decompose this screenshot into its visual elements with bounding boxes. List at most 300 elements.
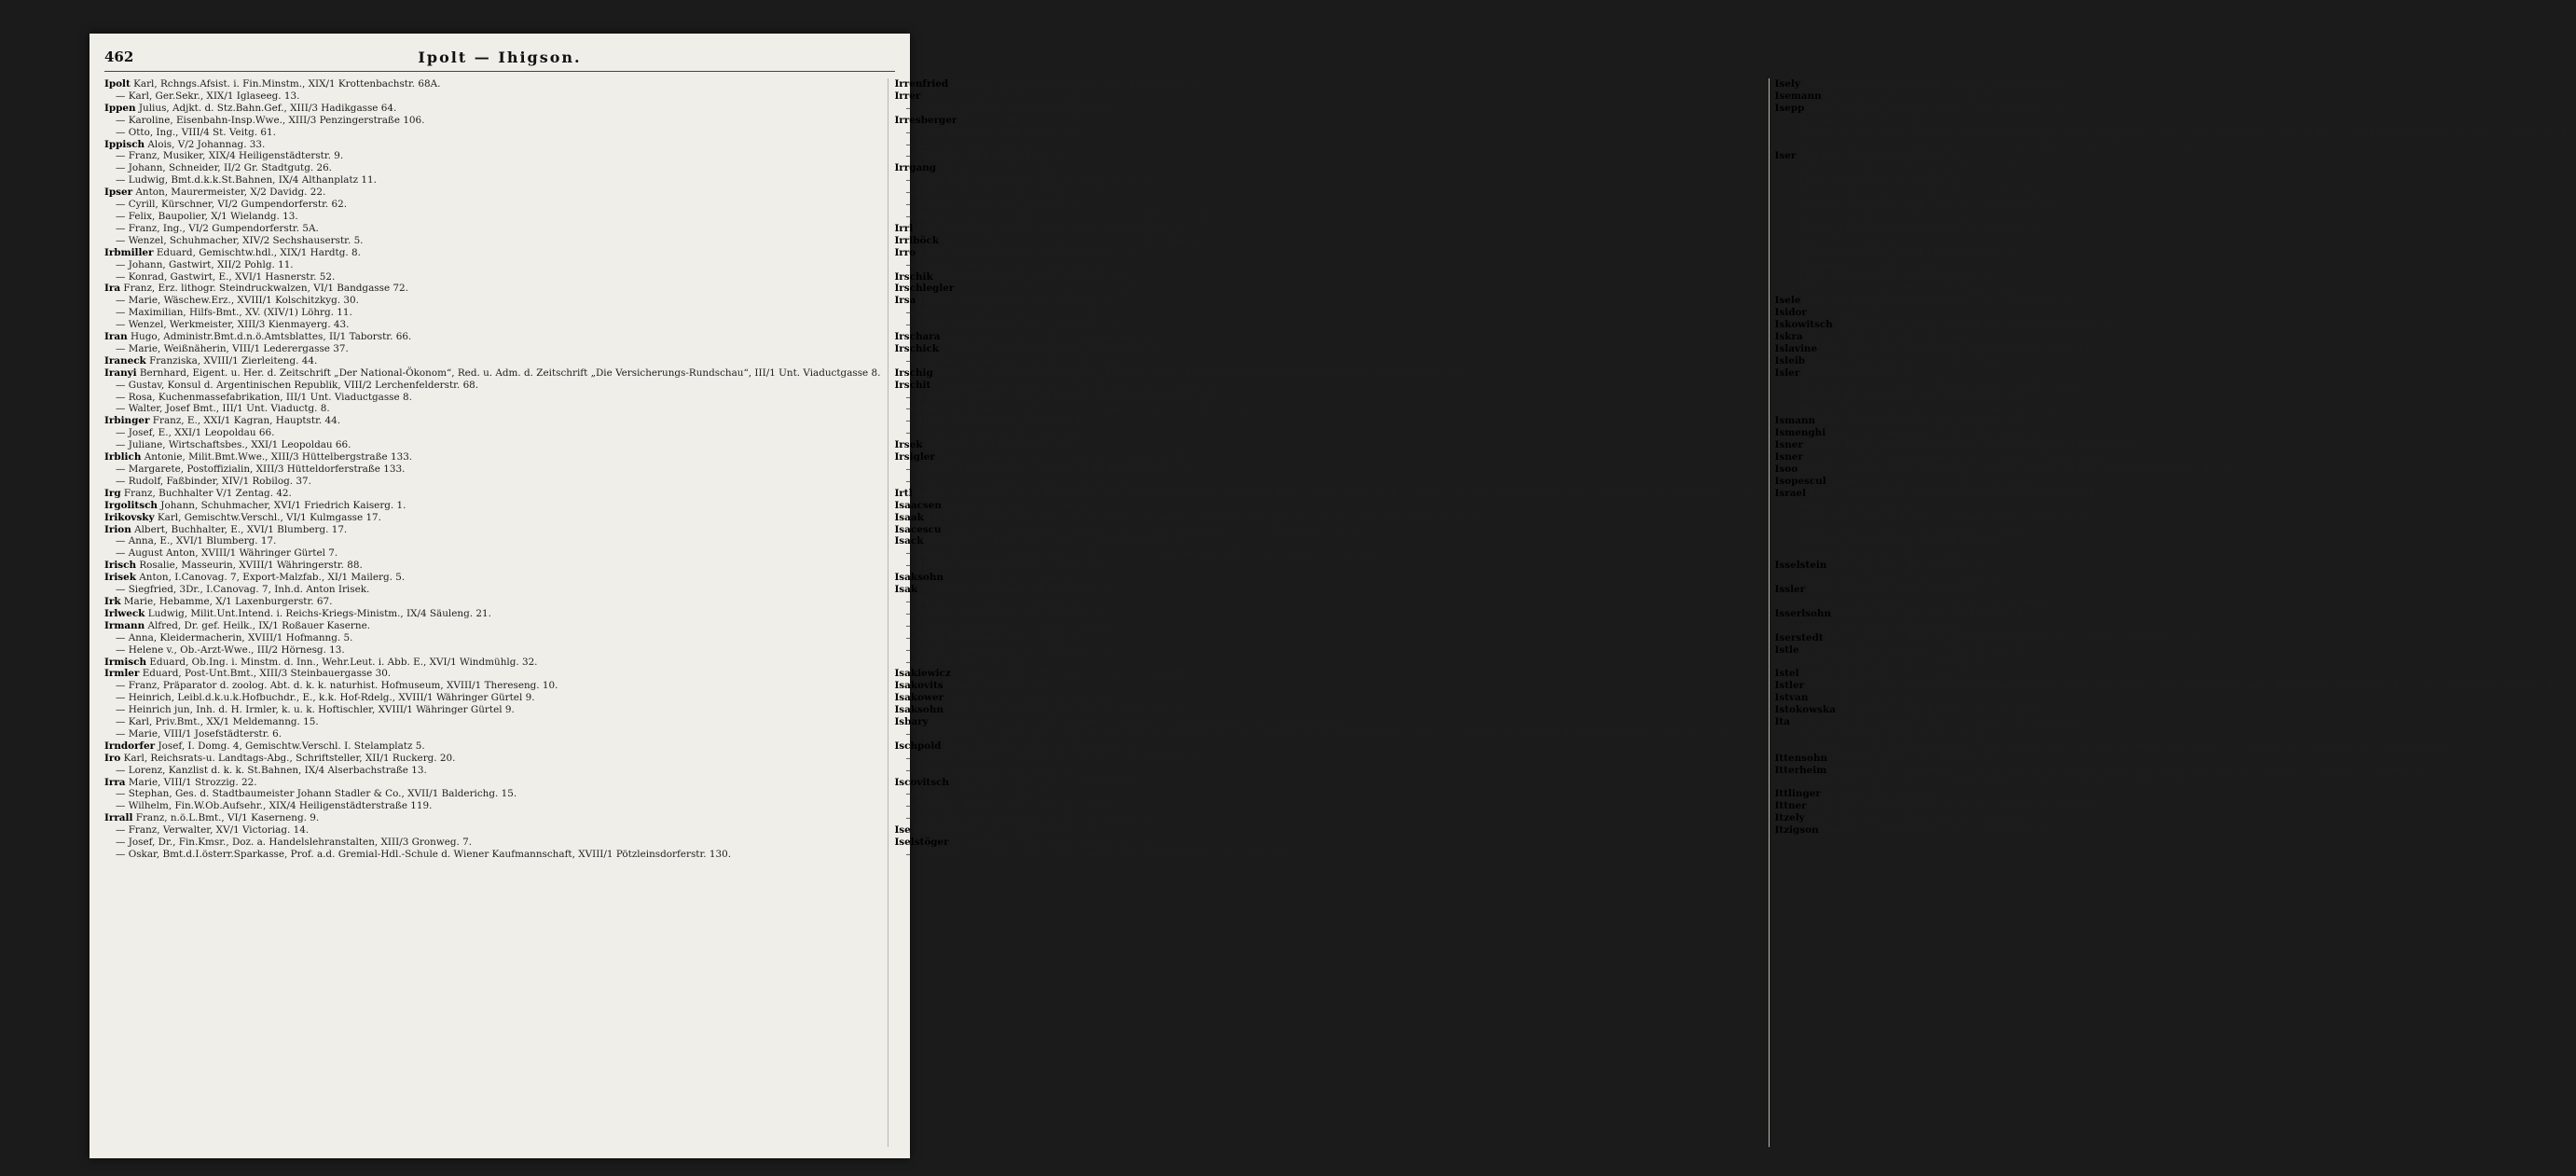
entry-details: Josef (Mathilde), Kaffeesieder, IV/1 Luiseng. 22. (1808, 812, 2044, 824)
entry-details: Aug., Kassier d. NBahn., XIII/3 Anton Langergasse 18. (916, 222, 1184, 234)
directory-entry (894, 162, 1760, 174)
directory-entry (1775, 174, 2576, 187)
entry-details: Matthias, Grundbuchsführer, VIII/1 Tigergasse 33. (951, 78, 1201, 90)
entry-details: — Karl, Buchdruckereiarbeiter, XIV/1 Felberstr. 58. (905, 812, 1159, 824)
directory-entry (104, 753, 880, 765)
directory-entry (104, 403, 880, 415)
entry-details: — Franz, Musiker, XIX/4 Heiligenstädterstr. 9. (116, 150, 344, 162)
entry-details: — Maximilian, Hilfs-Bmt., XV. (XIV/1) Löhrg. 11. (116, 307, 352, 319)
entry-details: — Franz, Oberlehrer, X/1 Seidlg. 35. (1785, 174, 1965, 187)
directory-entry (104, 307, 880, 319)
directory-entry (894, 524, 1760, 536)
entry-details: — Karl Anton, Priv.Bmt., XI/1 Arndtstr. 8. (1785, 114, 1989, 126)
directory-entry (1775, 716, 2576, 728)
entry-details: — Otto, Ing., VIII/4 St. Veitg. 61. (116, 126, 276, 138)
entry-details: Alfred, Dr. gef. Heilk., IX/1 Roßauer Kaserne. (147, 619, 371, 631)
entry-details: Rosa, IV/1 Preßg. 23. (1811, 692, 1916, 704)
directory-entry (894, 837, 1760, 849)
directory-entry (894, 439, 1760, 451)
directory-entry (104, 632, 880, 644)
entry-details: — Franz, Präparator d. zoolog. Abt. d. k. k. naturhist. Hofmuseum, XVIII/1 Thereseng. 10. (116, 680, 558, 692)
entry-details: Karl, Ing., XIX/1 Sieveringerstr. 91. (1825, 90, 1999, 102)
entry-details: Martin, Hufeisenstollen-Erz., XVIII/1 Antonigasse 94. (1803, 78, 2066, 90)
entry-details: Artur, Kanzlist i. Minstm. d. Inn., IX/1 Sobieskig. 25. (1807, 102, 2065, 114)
entry-details: — Lorenz, Eisenpänner, XII/1 Gurkg. 16. (905, 560, 1106, 572)
entry-surname: Isaksohn (894, 704, 944, 716)
directory-entry (1775, 90, 2576, 103)
entry-details: — Cyrill, Kürschner, VI/2 Gumpendorferstr. 62. (116, 199, 348, 211)
directory-entry (104, 247, 880, 259)
directory-entry (1775, 547, 2576, 560)
entry-details: — Johann, Gastwirt, XII/2 Pohlg. 11. (116, 258, 294, 270)
entry-surname: Irmler (104, 668, 140, 680)
directory-entry (104, 704, 880, 716)
entry-details: — Marie, Weißnäherin, VIII/1 Lederergasse 37. (116, 342, 349, 354)
entry-surname: Isselstein (1774, 560, 1827, 572)
entry-surname: Isaksohn (894, 572, 944, 584)
entry-surname: Isakovits (894, 680, 944, 692)
entry-details: — Samuel, Hdl.-Agent, II/1 Scholzg. 18. (1785, 547, 1981, 560)
entry-details: — Oskar, Bmt.d.I.österr.Sparkasse, Prof. a.d. Gremial-Hdl.-Schule d. Wiener Kaufmannschaft, XVIII/1 Pötzleinsdorferstr. 130. (116, 849, 732, 860)
entry-details: Emil, Schuhmacher, XVIII/1 Johann Nepomuk Vogl-Platz 4. (1809, 487, 2098, 499)
entry-details: — Marie, VIII/1 Josefstädterstr. 6. (116, 727, 282, 740)
directory-entry (894, 800, 1760, 812)
entry-surname: Irion (104, 523, 131, 535)
entry-details: Gustav, Fab. f. Sprechmaschinen u. Elektrotechnik, I. Franzensring 22. (1806, 439, 2156, 451)
entry-details: — Helene v., Ob.-Arzt-Wwe., III/2 Hörnesg. 13. (116, 643, 345, 656)
entry-surname: Irk (104, 595, 121, 607)
directory-entry (104, 500, 880, 512)
entry-surname: Irtl (894, 487, 913, 499)
columns (104, 78, 2576, 1147)
entry-details: August, Bmt. d. I. ung. allg. Assek.Ges., XII/1 Fabrikeg. 12. (942, 234, 1233, 246)
entry-details: — Rosa, Schule f. ital. u. franz. Sprache u. f. weibl. Handarbeiten, II/1 Praterstr. 42. (1785, 138, 2198, 150)
directory-entry (894, 174, 1760, 187)
entry-details: Sigmund, Reisender, II/1 Darwing. 11. (946, 692, 1136, 704)
directory-entry (894, 78, 1760, 90)
entry-surname: Isakower (894, 692, 944, 704)
entry-details: — Magdalene, E., XXI/1 Donaustr. 20. (1785, 258, 1972, 270)
entry-details: — Franz, Verwalter, XV/1 Victoriag. 14. (116, 824, 310, 837)
directory-entry (894, 343, 1760, 355)
directory-entry (894, 500, 1760, 512)
entry-details: Anton, Bmt., VIII/1 Lerchenfelderstr. 156. (951, 837, 1158, 849)
entry-surname: Iselstöger (894, 837, 949, 849)
entry-details: Adolf, Dr. gef. Heilk., k. k. Polizeiarzt, Arzt d. Hofburgtheater, Operateur, Bes. d. türk. Osm.O. 4. K. d. span. J.-O., III/1 Weißgerberg. 21 (2—4 an Sonn- u. Feiertagen 9—10). (915, 487, 1761, 499)
entry-surname: Ismann (1774, 415, 1816, 427)
directory-entry (894, 488, 1760, 500)
directory-entry (1775, 295, 2576, 307)
entry-details: — August Anton, XVIII/1 Währinger Gürtel 7. (116, 547, 338, 560)
directory-entry (104, 608, 880, 620)
entry-details: — J. Heinrich, k.u.k. Hof-Hutfabrikant, XIII/1 Linzerstraße 140, Inh. d. Heinr. Ita, Ndlgn. I. Graben 16 (I. Kohlmarkt 1), I. Schottenring 2. (1785, 740, 2459, 752)
entry-surname: Isidor (1774, 307, 1807, 319)
directory-entry (1775, 259, 2576, 271)
directory-entry (894, 199, 1760, 211)
directory-entry (894, 668, 1760, 680)
entry-surname: Itterheim (1774, 764, 1827, 776)
entry-details: — Julius, Geschäftsdiener, V/1 Schloßg. 1. (905, 307, 1112, 319)
entry-surname: Irbinger (104, 415, 150, 427)
entry-details: — Leopold, Dr. gef. Heilk., IV/1 Favoritenstr. 40. (1785, 391, 2023, 403)
directory-entry (104, 78, 880, 90)
directory-entry (894, 740, 1760, 753)
entry-surname: Irisek (104, 572, 136, 584)
entry-surname: Irschlegler (894, 283, 955, 295)
directory-entry (894, 704, 1760, 716)
entry-surname: Irsek (894, 439, 923, 451)
directory-entry (894, 247, 1760, 259)
entry-details: — Stephan, Ges. d. Stadtbaumeister Johann Stadler & Co., XVII/1 Balderichg. 15. (116, 788, 517, 800)
directory-entry (104, 463, 880, 476)
directory-entry (104, 451, 880, 463)
entry-surname: Isleib (1774, 354, 1806, 367)
directory-entry (1775, 439, 2576, 451)
directory-entry (894, 560, 1760, 572)
entry-details: — Wenzel, Schuhmacher, XIV/2 Sechshauserstr. 5. (116, 234, 364, 246)
directory-entry (1775, 427, 2576, 439)
entry-details: — Johann, Zimmer- u. Dekorationsmaler, V/1 Vogelsangg. 18. (905, 752, 1207, 764)
entry-surname: Iscovitsch (894, 776, 949, 788)
entry-details: & May, Ultra-Trockenelemente, Musterlager I. Franzensring 22. (1806, 451, 2123, 463)
entry-details: — Heinrich jun, Inh. d. H. Irmler, k. u. k. Hoftischler, XVIII/1 Währinger Gürtel 9. (116, 704, 515, 716)
directory-entry (104, 162, 880, 174)
entry-surname: Isak (894, 584, 918, 596)
entry-surname: Istler (1774, 680, 1805, 692)
entry-surname: Irlweck (104, 607, 145, 619)
entry-details: — Hans, Architekt u. Stadtbaumstr., V/1 Bacherplatz 9, G. VII/1 Lindeng. 21. (905, 403, 1284, 415)
directory-entry (104, 584, 880, 596)
directory-entry (104, 572, 880, 584)
directory-entry (104, 765, 880, 777)
entry-surname: Irschik (894, 270, 933, 283)
entry-details: Franz, E., XXI/1 Kagran, Hauptstr. 44. (152, 415, 341, 427)
entry-details: Gustav, XV/1 Herklotzg. 32. (939, 162, 1076, 174)
entry-surname: Irsigler (894, 451, 935, 463)
running-head: Ipolt — Ihigson. (418, 48, 582, 66)
directory-entry (104, 150, 880, 162)
directory-entry (104, 223, 880, 235)
entry-details: — Wilhelm, Kaufm., IV/1 Kleine Neugasse 25. (905, 800, 1131, 812)
directory-entry (104, 788, 880, 800)
directory-entry (104, 259, 880, 271)
entry-surname: Istle (1774, 643, 1799, 656)
entry-surname: Isserlsohn (1774, 607, 1832, 619)
entry-surname: Iskowitsch (1774, 319, 1833, 331)
entry-surname: Irrall (104, 812, 133, 824)
directory-entry (894, 632, 1760, 644)
entry-details: Eduard, Ob.Ing. i. Minstm. d. Inn., Wehr.Leut. i. Abb. E., XVI/1 Windmühlg. 32. (149, 656, 538, 668)
entry-details: — Samuel, Goldschmied u. Juwelier, XII/1 Ehrenfelsg. 8. (1785, 595, 2063, 607)
directory-entry (104, 849, 880, 861)
entry-surname: Isner (1774, 439, 1803, 451)
entry-details: — Rudolf, Papierhdl., XIII/3 Steinbauerg. 22, G. XII/2 Schönbrunnerstr. 188. (905, 210, 1280, 222)
entry-details: Anna Sich W. Insp. Wwe., XIII/3 Steckhovengasse 5. (926, 535, 1183, 547)
directory-entry (1775, 247, 2576, 259)
directory-entry (104, 271, 880, 284)
directory-entry (894, 90, 1760, 103)
directory-entry (104, 657, 880, 669)
entry-details: Eduard, Gemischtw.hdl., XIX/1 Hardtg. 8. (156, 246, 361, 258)
entry-details: Fanni, II/1 Taborstr. 72. (1802, 367, 1919, 379)
entry-surname: Itzely (1774, 812, 1805, 824)
directory-entry (104, 355, 880, 367)
directory-entry (104, 380, 880, 392)
directory-entry (1775, 187, 2576, 199)
directory-entry (104, 837, 880, 849)
directory-entry (894, 824, 1760, 837)
directory-entry (104, 740, 880, 753)
entry-details: Karl, Gemischtw.Verschl., VI/1 Kulmgasse 17. (157, 511, 381, 523)
directory-entry (1775, 812, 2576, 824)
directory-entry (104, 728, 880, 740)
entry-details: — Friedrich, Revid. d. k. k. St.Bahnen, XIII/3 Lainzerstraße 138. (905, 391, 1222, 403)
entry-details: Karl, Reichsrats-u. Landtags-Abg., Schriftsteller, XII/1 Ruckerg. 20. (123, 752, 456, 764)
entry-surname: Irgolitsch (104, 499, 158, 511)
entry-details: Rosalie, Masseurin, XVIII/1 Währingerstr. 88. (139, 560, 363, 572)
directory-entry (894, 427, 1760, 439)
directory-entry (104, 187, 880, 199)
entry-surname: Istvan (1774, 692, 1809, 704)
entry-details: — Josef, Werkführer, X/1 Favoritenstr. 99. (1785, 210, 1991, 222)
entry-details: Julius, Adjkt. d. Stz.Bahn.Gef., XIII/3 Hadikgasse 64. (138, 102, 397, 114)
entry-details: Anton, Hafner, E., XIX/1 Kreindlg. 12. (1805, 331, 1991, 343)
directory-entry (1775, 331, 2576, 343)
directory-entry (894, 187, 1760, 199)
directory-entry (894, 271, 1760, 284)
entry-surname: Isner (1774, 451, 1803, 463)
entry-surname: Irisch (104, 560, 137, 572)
directory-entry (894, 319, 1760, 331)
entry-surname: Irschit (894, 379, 931, 391)
entry-surname: Iraneck (104, 354, 146, 367)
entry-surname: Ita (1774, 716, 1790, 728)
entry-surname: Irmann (104, 619, 145, 631)
directory-entry (1775, 392, 2576, 404)
entry-surname: Isoo (1774, 463, 1798, 475)
entry-details: Heinrich, Friseur, V/1 Embelg. 49. (1830, 752, 2000, 764)
directory-entry (1775, 199, 2576, 211)
entry-details: Albert, Buchhalter, E., XVI/1 Blumberg. 17. (134, 523, 348, 535)
entry-details: Johann, Schuhmacher, VI/1 Floriang. 26. (918, 295, 1119, 307)
entry-details: Anton, I.Canovag. 7, Export-Malzfab., XI/1 Mailerg. 5. (139, 572, 406, 584)
entry-surname: Irra (104, 776, 126, 788)
directory-entry (894, 788, 1760, 800)
entry-details: Johann, Schuhmacher, XVI/1 Friedrich Kaiserg. 1. (160, 499, 406, 511)
directory-entry (104, 560, 880, 572)
directory-entry (104, 427, 880, 439)
entry-details: Karl, Großfuhrmann, E., XII/1 Breitenfurterstr. 10. (1828, 427, 2077, 439)
entry-details: — Salomon, Hutmacher, I. Hoher Markt 12. (1785, 535, 2001, 547)
entry-details: Khan, pers. Gen., kais. pers. a.o. Gesandter u. bevollm. Minister, Gen.Adjt. Sr. Maj. d. Schah, IV/1 Gußhausstr. 29. (927, 511, 1488, 523)
entry-surname: Irsa (894, 295, 916, 307)
directory-entry (894, 103, 1760, 115)
entry-surname: Isely (1774, 78, 1800, 90)
entry-surname: Isler (1774, 367, 1800, 379)
entry-details: Heinrich, IX/1 Servitenz. 22, Dir. u. Verw. R. d. Ersten Schattauer Thonw. Fab. Akt.-Ges. (vorm. C. Schlimp), I. Seilerg. 14. (1829, 764, 2430, 776)
entry-details: — Karoline, Eisenbahn-Insp.Wwe., XIII/3 Penzingerstraße 106. (116, 114, 425, 126)
directory-entry (894, 716, 1760, 728)
directory-entry (894, 392, 1760, 404)
directory-entry (894, 777, 1760, 789)
directory-entry (894, 608, 1760, 620)
entry-surname: Issler (1774, 584, 1806, 596)
directory-entry (1775, 728, 2576, 740)
directory-entry (894, 235, 1760, 247)
entry-surname: Istokowska (1774, 704, 1836, 716)
directory-entry (1775, 343, 2576, 355)
directory-entry (894, 295, 1760, 307)
entry-details: Lambert, Viktualien-Verschl., VI/1 Engelg. 5. (942, 342, 1162, 354)
entry-details: — Anna, E., XVI/1 Blumberg. 17. (116, 535, 277, 547)
entry-details: — Gustav, Hut-Fabr., XIII/1 Hadikg. 124. (1785, 727, 1985, 740)
entry-details: Josef, I. Domg. 4, Gemischtw.Verschl. I. Stelamplatz 5. (158, 740, 425, 752)
entry-details: Eduard, Gastwirt, XIX/1 Friedlg. 11. (923, 90, 1102, 102)
entry-details: Bernhard, Eigent. u. Her. d. Zeitschrift „Der National-Ökonom“, Red. u. Adm. d. Zeitschrift „Die Versicherungs-Rundschau“, III/1 Unt. Viaductgasse 8. (139, 367, 881, 379)
directory-entry (1775, 608, 2576, 620)
entry-surname: Irg (104, 487, 121, 499)
directory-entry (104, 199, 880, 211)
directory-entry (104, 283, 880, 295)
directory-entry (1775, 283, 2576, 295)
directory-entry (104, 115, 880, 127)
entry-details: — Hirsch, II/1 Scholzg. 18. (1785, 499, 1919, 511)
entry-details: Ernest, VIII/1 Josefstädterstr. 28. (959, 114, 1123, 126)
directory-entry (894, 692, 1760, 704)
entry-details: — Felix, Baupolier, X/1 Wielandg. 13. (116, 210, 298, 222)
directory-entry (894, 657, 1760, 669)
entry-surname: Irrenfried (894, 78, 949, 90)
directory-page (90, 34, 2576, 1158)
entry-surname: Isopescul (1774, 475, 1826, 487)
entry-surname: Irmisch (104, 656, 147, 668)
entry-surname: Iskra (1774, 331, 1803, 343)
entry-details: — Rosa, Kuchenmassefabrikation, III/1 Unt. Viaductgasse 8. (116, 391, 412, 403)
entry-details: Johanna, IX/1 Lenoberg. 4. (1824, 788, 1956, 800)
directory-entry (1775, 403, 2576, 415)
entry-surname: Isemann (1774, 90, 1822, 102)
entry-details: Franziska, Postoffiziantin, XVIII/1 Staudg. 76. (1801, 643, 2028, 656)
entry-surname: Isele (1774, 295, 1801, 307)
entry-details: Adolf, Poliz.Dir. Offzl., II/1 Hörnesg. 23. (944, 740, 1139, 752)
entry-details: — Marie, Wäschew.Erz., VIII/1 Langeg. 19. (1785, 270, 1997, 283)
directory-entry (1775, 223, 2576, 235)
directory-entry (104, 512, 880, 524)
entry-details: Paul, Priv.Bmt., II/1 Taborstr. 102. (1829, 560, 1997, 572)
directory-entry (894, 331, 1760, 343)
directory-entry (1775, 380, 2576, 392)
directory-entry (104, 235, 880, 247)
entry-details: — Anton, E., VI/1 Gumpendorferstr. 88A, Prof. d. Atlien-Gesellschaft R. Ph. Waagner L. & J. Biró & A. Kurz. (905, 547, 1431, 560)
directory-entry (1775, 211, 2576, 223)
entry-details: — Rudolf, Faßbinder, XIV/1 Robilog. 37. (116, 475, 311, 487)
directory-entry (1775, 162, 2576, 174)
directory-entry (1775, 788, 2576, 800)
directory-entry (104, 139, 880, 151)
column-1 (104, 78, 880, 1147)
directory-entry (894, 849, 1760, 861)
directory-entry (1775, 765, 2576, 777)
directory-entry (1775, 824, 2576, 837)
directory-entry (104, 620, 880, 632)
directory-entry (1775, 115, 2576, 127)
directory-entry (104, 295, 880, 307)
directory-entry (1775, 319, 2576, 331)
entry-details: Ferdinand, Rchngs.Revid. i. Fin.Minstm., IX/4 Alserbachstr. 18. (933, 379, 1246, 391)
entry-details: Ludwig, Milit.Unt.Intend. i. Reichs-Kriegs-Ministm., IX/4 Säuleng. 21. (147, 607, 491, 619)
directory-entry (1775, 127, 2576, 139)
directory-entry (104, 547, 880, 560)
directory-entry (894, 620, 1760, 632)
entry-details: — Josef, Dir. d. mähr.-schlesischen Mietwäsche-Unternehmung, XV/1 Jägerstr. 45. (905, 849, 1308, 860)
entry-surname: Isbary (894, 716, 929, 728)
directory-entry (894, 680, 1760, 692)
directory-entry (894, 127, 1760, 139)
entry-details: — Franz, Ing., VI/2 Gumpendorferstr. 5A. (116, 222, 319, 234)
entry-details: — Johann, Schneider, II/2 Gr. Stadtgutg. 26. (116, 162, 332, 174)
entry-details: Alexander, Kaufmann, III/1 Tempelg. 8. (920, 584, 1114, 596)
entry-details: — Josef, E., XXI/1 Leopoldau 66. (116, 427, 275, 439)
directory-entry (894, 367, 1760, 380)
directory-entry (894, 547, 1760, 560)
directory-entry (1775, 753, 2576, 765)
entry-details: — Rosa, I. Hoher Markt 12, Hut-Ndlge. I. Judeng. 2. (1785, 523, 2043, 535)
directory-entry (1775, 620, 2576, 632)
directory-entry (894, 728, 1760, 740)
directory-entry (894, 211, 1760, 223)
entry-surname: Iran (104, 331, 128, 343)
directory-entry (104, 800, 880, 812)
entry-details: — Josef, Amtsdiener, I. Judenplatz 11. (905, 415, 1092, 427)
entry-details: — Johann, Pferdefleischhauer, XXI/1 Floridsdorf 32. (1785, 222, 2041, 234)
entry-surname: Istel (1774, 668, 1799, 680)
entry-details: — Karl, Ger.Sekr., XIX/1 Iglaseeg. 13. (116, 90, 300, 102)
directory-entry (1775, 235, 2576, 247)
entry-details: Alois, V/2 Johannag. 33. (147, 138, 266, 150)
directory-entry (104, 439, 880, 451)
entry-details: Eugen v., Dr. gef. Heilk., Zahnarzt, I. Kärntnerstraße 12 (nur an Wochentagen 8—1 u. 3—6). (1800, 463, 2253, 475)
directory-entry (894, 753, 1760, 765)
entry-surname: Isaak (894, 511, 924, 523)
entry-surname: Irschick (894, 342, 939, 354)
entry-details: — Marie, Hebamme, III/1 Hörnesg. 23. (905, 764, 1098, 776)
directory-entry (1775, 103, 2576, 115)
entry-surname: Isaacsen (894, 499, 942, 511)
entry-details: Franz, Buchhalter V/1 Zentag. 42. (123, 487, 292, 499)
entry-surname: Islavine (1774, 342, 1818, 354)
directory-entry (1775, 150, 2576, 162)
entry-details: — Karl, Priv.Bmt., XX/1 Meldemanng. 15. (116, 716, 319, 728)
directory-entry (1775, 777, 2576, 789)
entry-details: Karl, Rchngs.Afsist. i. Fin.Minstm., XIX/1 Krottenbachstr. 68A. (133, 78, 441, 90)
entry-details: Josef, Weinagent, XVI/1 Hasnerstr. 3. (1808, 584, 1991, 596)
directory-entry (1775, 535, 2576, 547)
directory-entry (894, 403, 1760, 415)
entry-details: Gottfried, R. Ita, Bäcker, Mehl- u. Grieshdl., III/1 Reisnerstr. 3. (1793, 716, 2101, 728)
entry-details: — Rudolf Freih. v., Amzl. R. E., Verw. R. d. I. Wiener Zeitungs-Ges., R. d. belg. L. O., IV/1 Schönfelsg. 5, Inh. d. H. Hawatsch & Isbary, I. Concordiaplatz 1, Börseg. 2—4. (905, 727, 1731, 740)
directory-entry (1775, 584, 2576, 596)
directory-entry (894, 644, 1760, 657)
entry-details: Rudolf, Fuhrmann, XIII/3 Linzerstr. 250. (935, 270, 1135, 283)
directory-entry (894, 150, 1760, 162)
directory-entry (104, 824, 880, 837)
directory-entry (104, 127, 880, 139)
directory-entry (1775, 476, 2576, 488)
entry-surname: Iser (1774, 150, 1797, 162)
entry-surname: Ischpold (894, 740, 942, 752)
entry-details: — Johann, Tischler, XV/1 Sechshausg. 5. (905, 607, 1104, 619)
directory-entry (894, 355, 1760, 367)
